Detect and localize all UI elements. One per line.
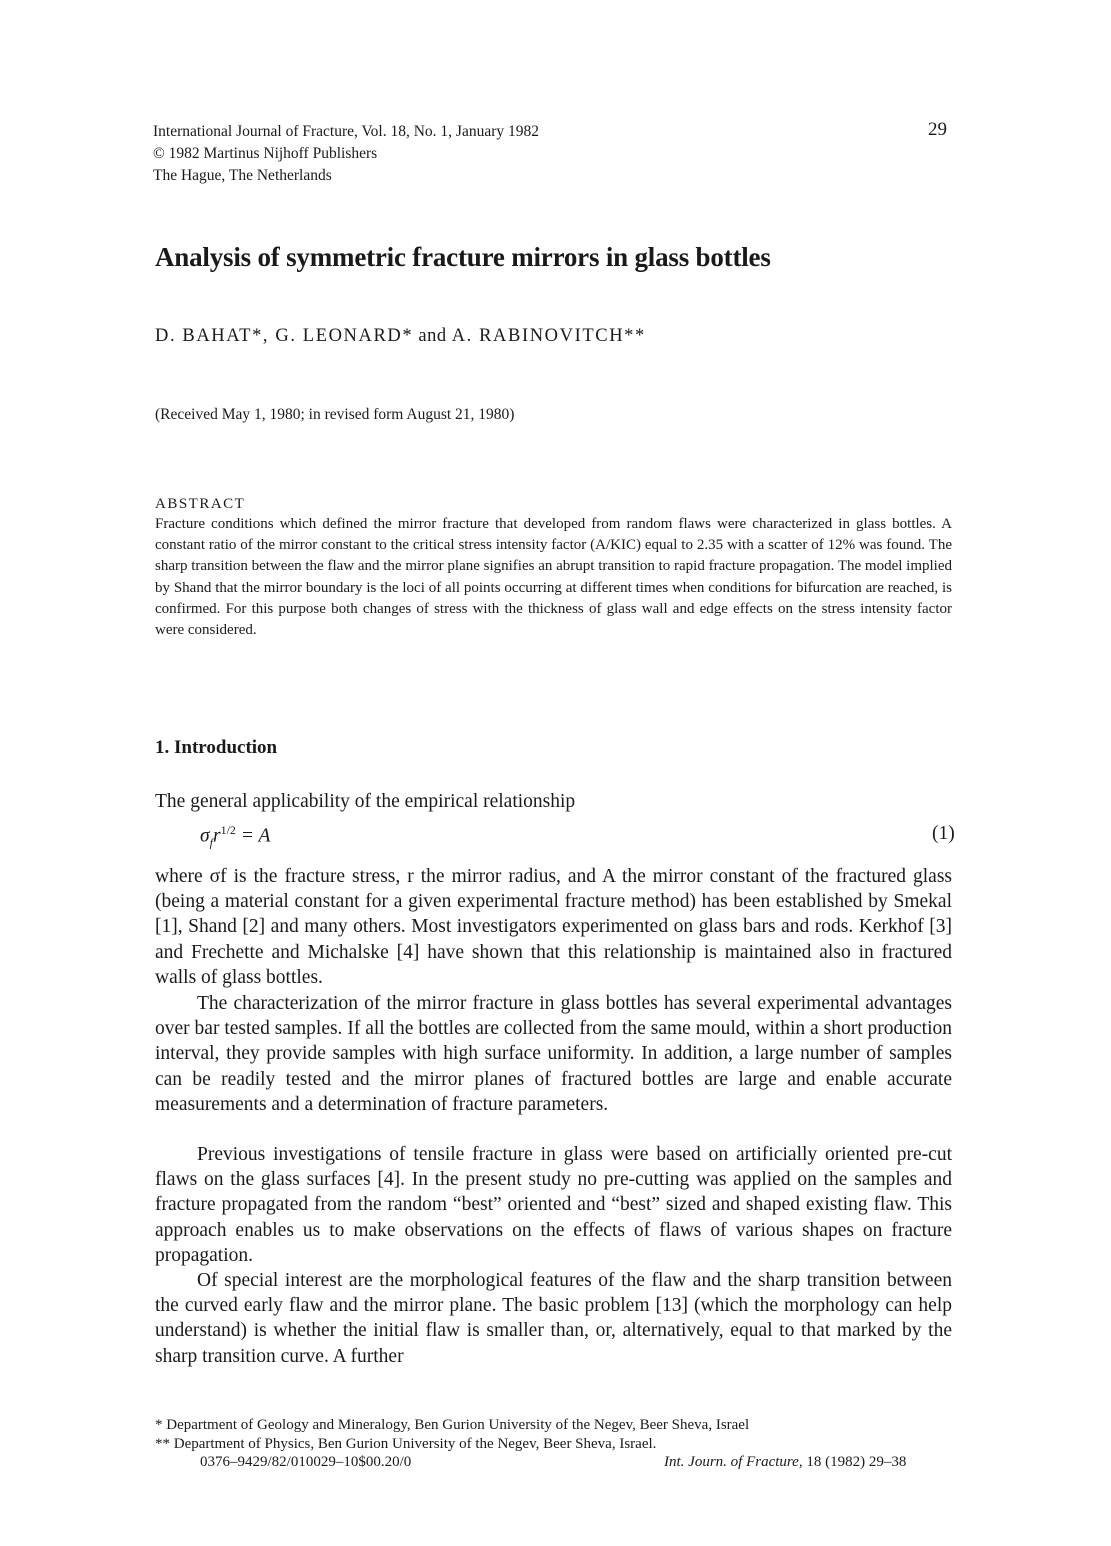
page-number: 29 <box>928 119 947 140</box>
section-heading: 1. Introduction <box>155 737 278 758</box>
eq-rhs: = A <box>235 825 271 847</box>
author-list <box>155 326 646 347</box>
authors-second: A. RABINOVITCH** <box>451 326 646 346</box>
copyright-line: © 1982 Martinus Nijhoff Publishers <box>153 145 378 162</box>
paragraph-2: The characterization of the mirror fracture in glass bottles has several experimental advantages over bar tested samples. If all the bottles are collected from the same mould, within a short production interval, they provide samples with high surface uniformity. In addition, a large number of samples can be readily tested and the mirror planes of fractured bottles are large and enable accurate measurements and a determination of fracture parameters. <box>155 993 952 1115</box>
paragraph-3: Previous investigations of tensile fracture in glass were based on artificially oriented pre-cut flaws on the glass surfaces [4]. In the present study no pre-cutting was applied on the samples and fracture propagated from the random “best” oriented and “best” sized and shaped existing flaw. This approach enables us to make observations on the effects of flaws of various shapes on fracture propagation. <box>155 1144 952 1266</box>
intro-sentence: The general applicability of the empirical relationship <box>155 791 576 812</box>
paragraph-4: Of special interest are the morphological features of the flaw and the sharp transition between the curved early flaw and the mirror plane. The basic problem [13] (which the morphology can help understand) is whether the initial flaw is smaller than, or, alternatively, equal to that marked by the sharp transition curve. A further <box>155 1270 952 1367</box>
journal-line: International Journal of Fracture, Vol. 18, No. 1, January 1982 <box>153 123 539 140</box>
footer-citation-journal: Int. Journ. of Fracture, <box>664 1454 803 1470</box>
authors-first: D. BAHAT*, G. LEONARD* <box>155 326 414 346</box>
equation-1 <box>200 823 270 850</box>
footnote-1: * Department of Geology and Mineralogy, Ben Gurion University of the Negev, Beer Sheva, Israel <box>155 1417 750 1433</box>
eq-r: r <box>212 825 221 847</box>
eq-sigma-sub: f <box>209 835 213 850</box>
abstract-heading: ABSTRACT <box>155 496 246 512</box>
location-line: The Hague, The Netherlands <box>153 167 332 184</box>
authors-and: and <box>413 326 452 346</box>
abstract-text: Fracture conditions which defined the mirror fracture that developed from random flaws were characterized in glass bottles. A constant ratio of the mirror constant to the critical stress intensity factor (A/KIC) equal to 2.35 with a scatter of 12% was found. The sharp transition between the flaw and the mirror plane signifies an abrupt transition to rapid fracture propagation. The model implied by Shand that the mirror boundary is the loci of all points occurring at different times when conditions for bifurcation are reached, is confirmed. For this purpose both changes of stress with the thickness of glass wall and edge effects on the stress intensity factor were considered. <box>155 516 952 639</box>
footnote-2: ** Department of Physics, Ben Gurion University of the Negev, Beer Sheva, Israel. <box>155 1436 657 1452</box>
footer-citation <box>664 1454 906 1471</box>
eq-sigma: σ <box>200 825 210 847</box>
footer-citation-pages: 18 (1982) 29–38 <box>802 1454 907 1470</box>
eq-r-sup: 1/2 <box>220 823 236 837</box>
paper-title: Analysis of symmetric fracture mirrors in glass bottles <box>155 242 771 272</box>
paragraph-1: where σf is the fracture stress, r the mirror radius, and A the mirror constant of the fractured glass (being a material constant for a given experimental fracture method) has been established by Smekal [1], Shand [2] and many others. Most investigators experimented on glass bars and rods. Kerkhof [3] and Frechette and Michalske [4] have shown that this relationship is maintained also in fractured walls of glass bottles. <box>155 866 952 988</box>
received-dates: (Received May 1, 1980; in revised form August 21, 1980) <box>155 406 515 423</box>
equation-number: (1) <box>932 823 955 844</box>
footer-code: 0376–9429/82/010029–10$00.20/0 <box>200 1454 412 1470</box>
